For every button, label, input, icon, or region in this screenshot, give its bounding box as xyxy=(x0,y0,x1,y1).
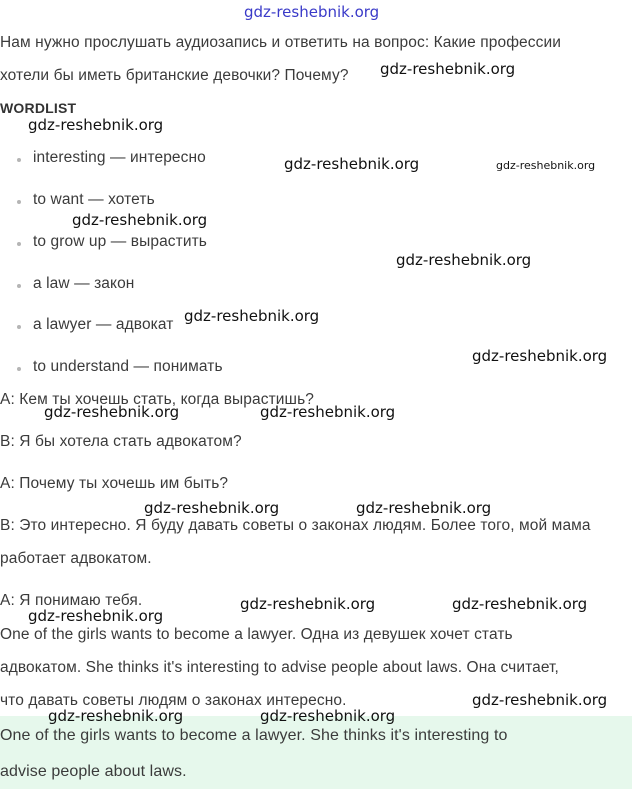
watermark: gdz-reshebnik.org xyxy=(260,707,396,725)
wordlist-item: interesting — интересно xyxy=(33,149,206,166)
watermark: gdz-reshebnik.org xyxy=(496,159,596,172)
watermark: gdz-reshebnik.org xyxy=(472,347,608,365)
dialogue-line: A: Кем ты хочешь стать, когда вырастишь? xyxy=(0,391,314,408)
watermark: gdz-reshebnik.org xyxy=(452,595,588,613)
watermark: gdz-reshebnik.org xyxy=(184,307,320,325)
wordlist-item: to grow up — вырастить xyxy=(33,233,207,250)
answer-line: advise people about laws. xyxy=(0,763,187,780)
wordlist-item: to understand — понимать xyxy=(33,358,223,375)
bullet-icon xyxy=(17,242,21,246)
translation-line: что давать советы людям о законах интересно. xyxy=(0,692,347,709)
wordlist-item: a law — закон xyxy=(33,275,135,292)
watermark: gdz-reshebnik.org xyxy=(472,691,608,709)
task-line-2: хотели бы иметь британские девочки? Почему? xyxy=(0,67,349,84)
bullet-icon xyxy=(17,367,21,371)
watermark-top: gdz-reshebnik.org xyxy=(244,3,380,21)
dialogue-line: A: Я понимаю тебя. xyxy=(0,592,143,609)
answer-highlight xyxy=(0,716,632,789)
bullet-icon xyxy=(17,325,21,329)
watermark: gdz-reshebnik.org xyxy=(28,607,164,625)
translation-line: One of the girls wants to become a lawyer. Одна из девушек хочет стать xyxy=(0,626,513,643)
watermark: gdz-reshebnik.org xyxy=(144,499,280,517)
dialogue-line: A: Почему ты хочешь им быть? xyxy=(0,475,229,492)
watermark: gdz-reshebnik.org xyxy=(240,595,376,613)
wordlist-item: to want — хотеть xyxy=(33,191,155,208)
watermark: gdz-reshebnik.org xyxy=(28,116,164,134)
dialogue-line: B: Я бы хотела стать адвокатом? xyxy=(0,433,242,450)
bullet-icon xyxy=(17,200,21,204)
translation-line: адвокатом. She thinks it's interesting to advise people about laws. Она считает, xyxy=(0,659,559,676)
wordlist-heading: WORDLIST xyxy=(0,100,77,116)
watermark: gdz-reshebnik.org xyxy=(284,155,420,173)
watermark: gdz-reshebnik.org xyxy=(48,707,184,725)
watermark: gdz-reshebnik.org xyxy=(396,251,532,269)
bullet-icon xyxy=(17,158,21,162)
watermark: gdz-reshebnik.org xyxy=(72,211,208,229)
watermark: gdz-reshebnik.org xyxy=(380,60,516,78)
watermark: gdz-reshebnik.org xyxy=(260,403,396,421)
watermark: gdz-reshebnik.org xyxy=(44,403,180,421)
dialogue-line: работает адвокатом. xyxy=(0,550,152,567)
wordlist-item: a lawyer — адвокат xyxy=(33,316,174,333)
bullet-icon xyxy=(17,284,21,288)
watermark: gdz-reshebnik.org xyxy=(356,499,492,517)
task-line-1: Нам нужно прослушать аудиозапись и ответить на вопрос: Какие профессии xyxy=(0,34,561,51)
answer-line: One of the girls wants to become a lawyer. She thinks it's interesting to xyxy=(0,727,508,744)
dialogue-line: B: Это интересно. Я буду давать советы о законах людям. Более того, мой мама xyxy=(0,517,591,534)
